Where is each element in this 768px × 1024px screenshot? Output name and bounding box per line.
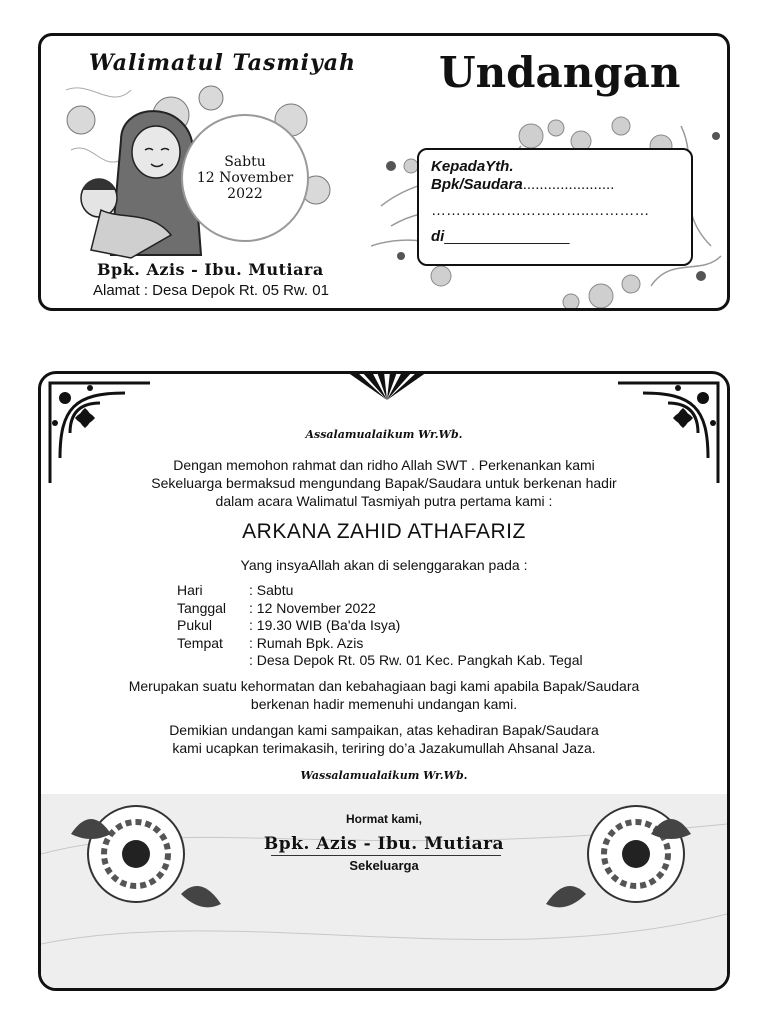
detail-row [177, 652, 583, 670]
signature-rule [271, 855, 501, 856]
closing-line: Demikian undangan kami sampaikan, atas kehadiran Bapak/Saudara [169, 722, 599, 738]
detail-label: Pukul [177, 617, 213, 633]
closing-line: kami ucapkan terimakasih, teriring do’a Jazakumullah Ahsanal Jaza. [172, 740, 596, 756]
detail-value: : Rumah Bpk. Azis [249, 634, 364, 651]
cover-card [38, 33, 730, 311]
date-badge [181, 114, 309, 242]
date-date: 12 November [196, 170, 294, 186]
detail-row [177, 582, 583, 600]
detail-row [177, 635, 583, 653]
ornament-top-center [337, 372, 437, 402]
recipient-greeting: KepadaYth. [431, 158, 514, 175]
signer-names: Bpk. Azis - Ibu. Mutiara [263, 834, 505, 854]
recipient-location-blank: _______________ [444, 228, 570, 245]
intro-line: Dengan memohon rahmat dan ridho Allah SWT . Perkenankan kami [173, 457, 595, 473]
greeting: Assalamualaikum Wr.Wb. [305, 428, 463, 441]
host-address: Alamat : Desa Depok Rt. 05 Rw. 01 [93, 282, 329, 299]
detail-label: Hari [177, 582, 203, 598]
recipient-name-blank: ...................... [522, 176, 615, 193]
closing-paragraph [41, 721, 727, 757]
host-names: Bpk. Azis - Ibu. Mutiara [97, 260, 324, 279]
event-details [177, 582, 583, 670]
honor-line: berkenan hadir memenuhi undangan kami. [250, 696, 518, 712]
detail-value: : 12 November 2022 [249, 599, 376, 616]
recipient-extra-blank: …………………………..………… [431, 202, 650, 219]
detail-row [177, 600, 583, 618]
date-day: Sabtu [224, 154, 266, 170]
honor-line: Merupakan suatu kehormatan dan kebahagiaan bagi kami apabila Bapak/Saudara [128, 678, 640, 694]
child-name: ARKANA ZAHID ATHAFARIZ [242, 520, 526, 543]
invitation-heading: Undangan [439, 48, 681, 97]
detail-row [177, 617, 583, 635]
event-title: Walimatul Tasmiyah [89, 50, 357, 76]
family-text: Sekeluarga [349, 858, 419, 873]
detail-value: : Desa Depok Rt. 05 Rw. 01 Kec. Pangkah Kab. Tegal [249, 652, 583, 668]
honor-paragraph [41, 677, 727, 713]
detail-label [177, 652, 249, 670]
invitation-card [38, 371, 730, 991]
detail-label: Tempat [177, 634, 223, 651]
recipient-label: Bpk/Saudara [431, 176, 523, 193]
detail-value: : 19.30 WIB (Ba'da Isya) [249, 617, 401, 633]
farewell: Wassalamualaikum Wr.Wb. [300, 769, 468, 782]
recipient-location-label: di [431, 228, 445, 245]
intro-line: Sekeluarga bermaksud mengundang Bapak/Saudara untuk berkenan hadir [151, 475, 617, 491]
intro-line: dalam acara Walimatul Tasmiyah putra pertama kami : [215, 493, 553, 509]
recipient-box [417, 148, 693, 266]
date-year: 2022 [227, 186, 263, 202]
intro-paragraph [41, 456, 727, 510]
detail-label: Tanggal [177, 599, 227, 616]
detail-value: : Sabtu [249, 582, 294, 598]
regards-text: Hormat kami, [345, 812, 423, 826]
held-on-text: Yang insyaAllah akan di selenggarakan pada : [240, 557, 528, 573]
